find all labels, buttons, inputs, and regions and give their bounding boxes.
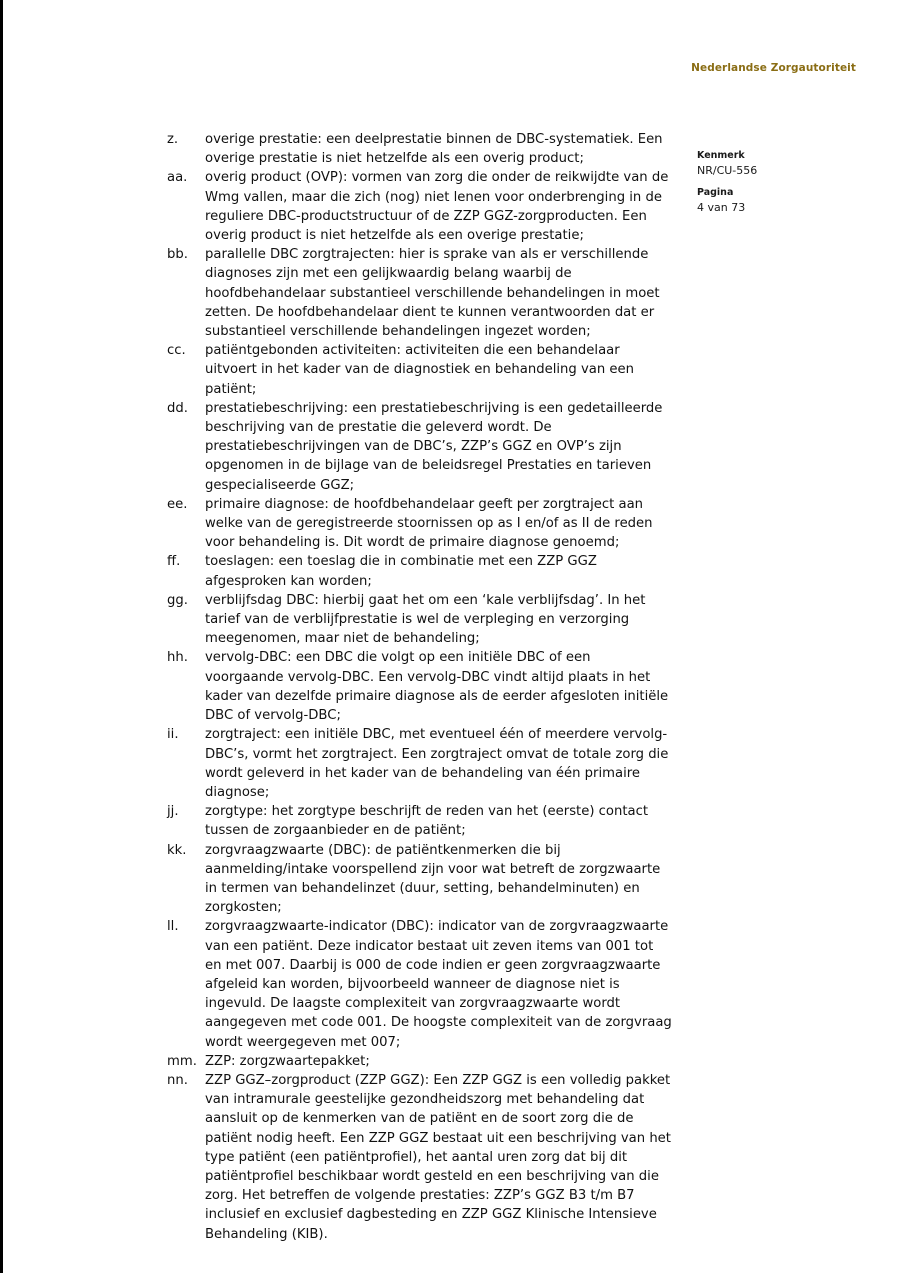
definition-text: toeslagen: een toeslag die in combinatie met een ZZP GGZ afgesproken kan worden; <box>205 554 597 589</box>
definition-item <box>167 591 672 649</box>
definition-text: overige prestatie: een deelprestatie binnen de DBC-systematiek. Een overige prestatie is niet hetzelfde als een overig product; <box>205 132 663 167</box>
definition-item <box>167 917 672 1051</box>
definition-text: parallelle DBC zorgtrajecten: hier is sprake van als er verschillende diagnoses zijn met een gelijkwaardig belang waarbij de hoofdbehandelaar substantieel verschillende behandelingen in moet zetten. De hoofdbehandelaar dient te kunnen verantwoorden dat er substantieel verschillende behandelingen ingezet worden; <box>205 247 660 340</box>
definition-item <box>167 841 672 918</box>
definition-marker: bb. <box>167 247 188 263</box>
document-metadata <box>697 150 867 224</box>
definition-item <box>167 1052 672 1071</box>
definition-marker: ii. <box>167 727 179 743</box>
definition-marker: kk. <box>167 842 187 858</box>
definition-item <box>167 245 672 341</box>
organization-brand: Nederlandse Zorgautoriteit <box>691 62 856 74</box>
definition-item <box>167 495 672 553</box>
definition-marker: gg. <box>167 592 188 608</box>
definition-text: zorgtraject: een initiële DBC, met eventueel één of meerdere vervolg-DBC’s, vormt het zorgtraject. Een zorgtraject omvat de totale zorg die wordt geleverd in het kader van de behandeling van één primaire diagnose; <box>205 727 669 800</box>
definition-marker: cc. <box>167 343 186 359</box>
definition-item <box>167 552 672 590</box>
definition-text: patiëntgebonden activiteiten: activiteiten die een behandelaar uitvoert in het kader van de diagnostiek en behandeling van een patiënt; <box>205 343 634 397</box>
definition-text: overig product (OVP): vormen van zorg die onder de reikwijdte van de Wmg vallen, maar die zich (nog) niet lenen voor onderbrenging in de reguliere DBC-productstructuur of de ZZP GGZ-zorgproducten. Een overig product is niet hetzelfde als een overige prestatie; <box>205 170 669 244</box>
definition-text: ZZP GGZ–zorgproduct (ZZP GGZ): Een ZZP GGZ is een volledig pakket van intramurale geestelijke gezondheidszorg met behandeling dat aansluit op de kenmerken van de patiënt en de soort zorg die de patiënt nodig heeft. Een ZZP GGZ bestaat uit een beschrijving van het type patiënt (een patiëntprofiel), het aantal uren zorg dat bij dit patiëntprofiel beschikbaar wordt gesteld en een beschrijving van die zorg. Het betreffen de volgende prestaties: ZZP’s GGZ B3 t/m B7 inclusief en exclusief dagbesteding en ZZP GGZ Klinische Intensieve Behandeling (KIB). <box>205 1072 671 1242</box>
definition-text: vervolg-DBC: een DBC die volgt op een initiële DBC of een voorgaande vervolg-DBC. Een vervolg-DBC vindt altijd plaats in het kader van dezelfde primaire diagnose als de eerder afgesloten initiële DBC of vervolg-DBC; <box>205 650 669 724</box>
definition-text: zorgvraagzwaarte-indicator (DBC): indicator van de zorgvraagzwaarte van een patiënt. Deze indicator bestaat uit zeven items van 001 tot en met 007. Daarbij is 000 de code indien er geen zorgvraagzwaarte afgeleid kan worden, bijvoorbeeld wanneer de diagnose niet is ingevuld. De laagste complexiteit van zorgvraagzwaarte wordt aangegeven met code 001. De hoogste complexiteit van de zorgvraag wordt weergegeven met 007; <box>205 919 672 1050</box>
definition-marker: jj. <box>167 804 179 820</box>
definition-marker: dd. <box>167 400 188 416</box>
definition-item <box>167 648 672 725</box>
definition-marker: nn. <box>167 1072 188 1088</box>
definition-marker: hh. <box>167 650 188 666</box>
definition-text: primaire diagnose: de hoofdbehandelaar geeft per zorgtraject aan welke van de geregistreerde stoornissen op as I en/of as II de reden voor behandeling is. Dit wordt de primaire diagnose genoemd; <box>205 496 653 551</box>
definition-item <box>167 168 672 245</box>
definition-text: verblijfsdag DBC: hierbij gaat het om een ‘kale verblijfsdag’. In het tarief van de verblijfprestatie is wel de verpleging en verzorging meegenomen, maar niet de behandeling; <box>205 592 646 647</box>
definition-item <box>167 725 672 802</box>
definition-text: prestatiebeschrijving: een prestatiebeschrijving is een gedetailleerde beschrijving van de prestatie die geleverd wordt. De prestatiebeschrijvingen van de DBC’s, ZZP’s GGZ en OVP’s zijn opgenomen in de bijlage van de beleidsregel Prestaties en tarieven gespecialiseerde GGZ; <box>205 400 663 493</box>
definition-marker: ff. <box>167 554 181 570</box>
pagina-label: Pagina <box>697 187 734 199</box>
definition-marker: mm. <box>167 1053 197 1069</box>
definition-text: ZZP: zorgzwaartepakket; <box>205 1053 370 1069</box>
definition-item <box>167 802 672 840</box>
definition-item <box>167 1071 672 1244</box>
definitions-list <box>167 130 672 1244</box>
definition-marker: ll. <box>167 919 179 935</box>
definition-marker: z. <box>167 132 179 147</box>
kenmerk-value: NR/CU-556 <box>697 163 758 177</box>
page-edge-rule <box>0 0 3 1273</box>
definition-item <box>167 341 672 399</box>
definition-text: zorgtype: het zorgtype beschrijft de reden van het (eerste) contact tussen de zorgaanbieder en de patiënt; <box>205 804 649 839</box>
definition-text: zorgvraagzwaarte (DBC): de patiëntkenmerken die bij aanmelding/intake voorspellend zijn voor wat betreft de zorgzwaarte in termen van behandelinzet (duur, setting, behandelminuten) en zorgkosten; <box>205 842 661 916</box>
kenmerk-label: Kenmerk <box>697 150 745 161</box>
definition-marker: ee. <box>167 496 188 512</box>
definition-marker: aa. <box>167 170 188 186</box>
definitions-content <box>167 130 672 1244</box>
definition-item <box>167 399 672 495</box>
pagina-value: 4 van 73 <box>697 200 746 214</box>
definition-item <box>167 130 672 168</box>
